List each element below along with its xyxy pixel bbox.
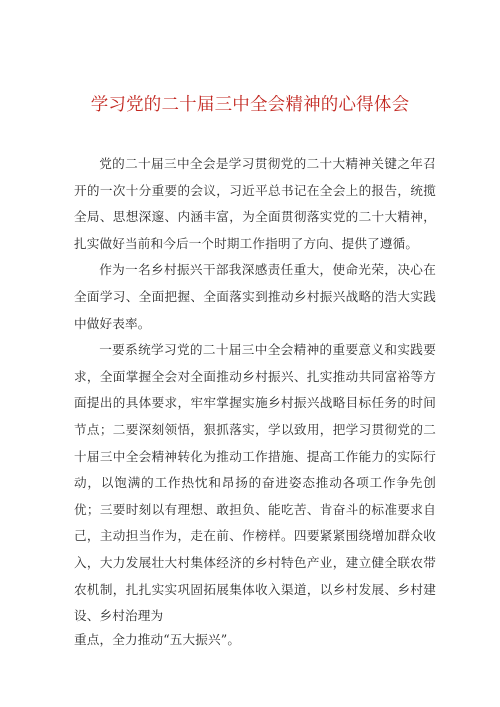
paragraph-continuation: 重点，全力推动“五大振兴”。 bbox=[74, 631, 241, 647]
document-body bbox=[74, 151, 436, 650]
paragraph-1: 党的二十届三中全会是学习贯彻党的二十大精神关键之年召开的一次十分重要的会议，习近平总书记在全会上的报告，统揽全局、思想深邃、内涵丰富，为全面贯彻落实党的二十大精神，扎实做好当前和今后一个时期工作指明了方向、提供了遵循。 bbox=[74, 156, 436, 251]
paragraph-3: 一要系统学习党的二十届三中全会精神的重要意义和实践要求，全面掌握全会对全面推动乡村振兴、扎实推动共同富裕等方面提出的具体要求，牢牢掌握实施乡村振兴战略目标任务的时间节点；二要深刻领悟，狠抓落实，学以致用，把学习贯彻党的二十届三中全会精神转化为推动工作措施、提高工作能力的实际行动，以饱满的工作热忱和昂扬的奋进姿态推动各项工作争先创优；三要时刻以有理想、敢担负、能吃苦、肯奋斗的标准要求自己，主动担当作为，走在前、作榜样。四要紧紧围绕增加群众收入，大力发展壮大村集体经济的乡村特色产业，建立健全联农带农机制，扎扎实实巩固拓展集体收入渠道，以乡村发展、乡村建设、乡村治理为 bbox=[74, 342, 436, 624]
document-title: 学习党的二十届三中全会精神的心得体会 bbox=[90, 95, 410, 115]
paragraph-2: 作为一名乡村振兴干部我深感责任重大，使命光荣，决心在全面学习、全面把握、全面落实到推动乡村振兴战略的浩大实践中做好表率。 bbox=[74, 262, 436, 331]
